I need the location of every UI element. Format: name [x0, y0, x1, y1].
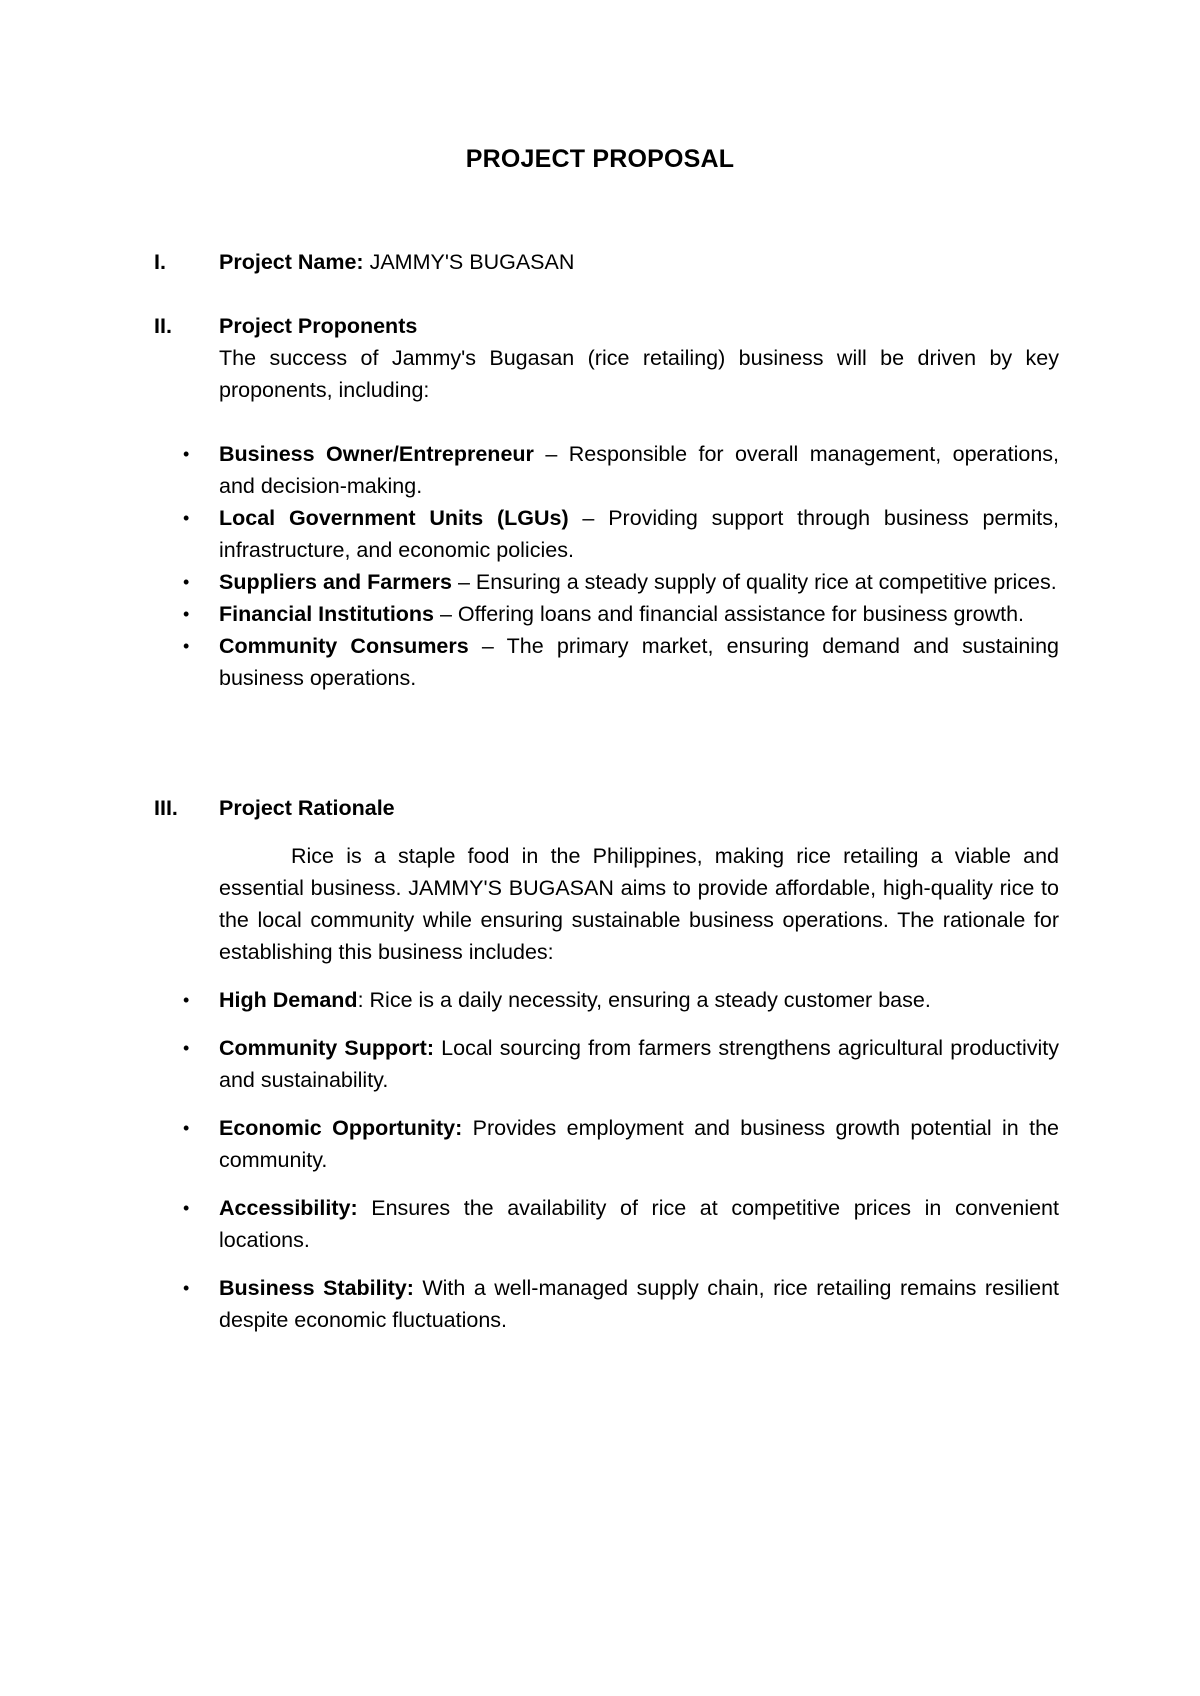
section-heading: Project Rationale [219, 796, 395, 820]
rationale-paragraph: Rice is a staple food in the Philippines, making rice retailing a viable and essential business. JAMMY'S BUGASAN aims to provide affordable, high-quality rice to the local community while ensuring sustainable business operations. The rationale for establishing this business includes: [219, 844, 1059, 964]
section-heading: Project Name: [219, 250, 364, 274]
section-numeral: III. [154, 796, 178, 820]
bullet-icon: • [183, 444, 190, 464]
section-heading: Project Proponents [219, 314, 418, 338]
list-item-term: Community Support: [219, 1036, 434, 1060]
list-item-term: Accessibility: [219, 1196, 358, 1220]
list-item-text: Provides employment and business growth potential in the community. [219, 1116, 1059, 1172]
project-name-value: JAMMY'S BUGASAN [369, 250, 575, 274]
list-item-text: With a well-managed supply chain, rice retailing remains resilient despite economic fluctuations. [219, 1276, 1059, 1332]
list-item-text: The primary market, ensuring demand and sustaining business operations. [219, 634, 1059, 690]
list-item-text: Ensuring a steady supply of quality rice at competitive prices. [475, 570, 1057, 594]
bullet-icon: • [183, 1038, 190, 1058]
list-item-separator [462, 1116, 472, 1140]
list-item-text: Ensures the availability of rice at competitive prices in convenient locations. [219, 1196, 1059, 1252]
rationale-list [183, 984, 1059, 1336]
list-item [183, 1272, 1059, 1336]
list-item [183, 1032, 1059, 1096]
list-item [183, 1192, 1059, 1256]
section-content [183, 792, 1059, 1352]
list-item-term: Economic Opportunity: [219, 1116, 463, 1140]
bullet-icon: • [183, 1198, 190, 1218]
bullet-icon: • [183, 572, 190, 592]
list-item-separator: – [434, 602, 458, 626]
list-item [183, 438, 1059, 502]
list-item [183, 630, 1059, 694]
section-content [219, 246, 1059, 278]
list-item-term: High Demand [219, 988, 358, 1012]
list-item-term: Suppliers and Farmers [219, 570, 452, 594]
list-item-separator: – [568, 506, 609, 530]
list-item-term: Local Government Units (LGUs) [219, 506, 569, 530]
proponents-list [183, 438, 1059, 694]
list-item-text: Offering loans and financial assistance for business growth. [457, 602, 1025, 626]
list-item-term: Financial Institutions [219, 602, 435, 626]
list-item-separator: – [533, 442, 569, 466]
section-numeral: I. [154, 250, 166, 274]
list-item [183, 566, 1059, 598]
list-item [183, 502, 1059, 566]
list-item-term: Business Stability: [219, 1276, 414, 1300]
section-intro: The success of Jammy's Bugasan (rice retailing) business will be driven by key proponents, including: [219, 346, 1059, 402]
list-item [183, 1112, 1059, 1176]
list-item-separator [358, 1196, 372, 1220]
bullet-icon: • [183, 604, 190, 624]
bullet-icon: • [183, 990, 190, 1010]
bullet-icon: • [183, 636, 190, 656]
bullet-icon: • [183, 1118, 190, 1138]
list-item-term: Business Owner/Entrepreneur [219, 442, 534, 466]
list-item-text: Providing support through business permits, infrastructure, and economic policies. [219, 506, 1059, 562]
section-numeral: II. [154, 314, 172, 338]
list-item-separator: : [357, 988, 370, 1012]
list-item-separator: – [452, 570, 476, 594]
bullet-icon: • [183, 508, 190, 528]
list-item-separator: – [468, 634, 507, 658]
document-title: PROJECT PROPOSAL [465, 145, 735, 173]
bullet-icon: • [183, 1278, 190, 1298]
section-content [183, 310, 1059, 694]
list-item-term: Community Consumers [219, 634, 469, 658]
list-item-text: Local sourcing from farmers strengthens agricultural productivity and sustainability. [219, 1036, 1059, 1092]
list-item-text: Rice is a daily necessity, ensuring a steady customer base. [369, 988, 931, 1012]
list-item-text: Responsible for overall management, operations, and decision-making. [219, 442, 1059, 498]
list-item [183, 984, 1059, 1016]
list-item [183, 598, 1059, 630]
